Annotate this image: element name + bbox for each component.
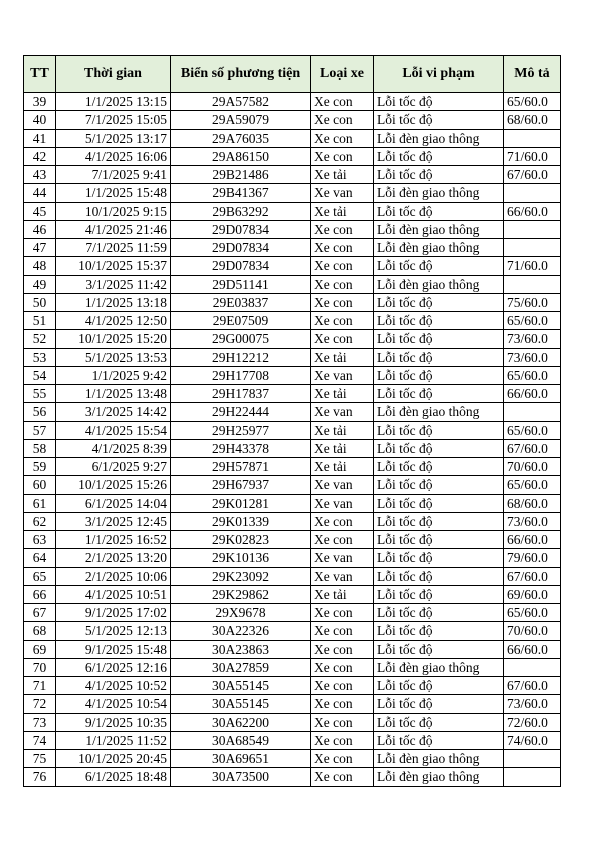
vehicle-type-cell: Xe con (311, 622, 374, 640)
license-plate-cell: 29E07509 (171, 312, 311, 330)
license-plate-cell: 29K01339 (171, 512, 311, 530)
violation-type-cell: Lỗi tốc độ (374, 366, 504, 384)
violation-type-cell: Lỗi tốc độ (374, 695, 504, 713)
violation-type-cell: Lỗi tốc độ (374, 677, 504, 695)
license-plate-cell: 29X9678 (171, 604, 311, 622)
license-plate-cell: 30A62200 (171, 713, 311, 731)
row-number-cell: 47 (24, 239, 56, 257)
vehicle-type-cell: Xe tải (311, 348, 374, 366)
violation-time-cell: 10/1/2025 20:45 (56, 750, 171, 768)
vehicle-type-cell: Xe van (311, 366, 374, 384)
vehicle-type-cell: Xe con (311, 677, 374, 695)
header-vehicle-type: Loại xe (311, 56, 374, 93)
description-cell (504, 658, 561, 676)
violation-time-cell: 6/1/2025 12:16 (56, 658, 171, 676)
table-row (24, 549, 561, 567)
table-row (24, 622, 561, 640)
license-plate-cell: 29A76035 (171, 129, 311, 147)
description-cell (504, 220, 561, 238)
violation-type-cell: Lỗi tốc độ (374, 293, 504, 311)
violation-type-cell: Lỗi tốc độ (374, 640, 504, 658)
row-number-cell: 70 (24, 658, 56, 676)
vehicle-type-cell: Xe con (311, 531, 374, 549)
table-row (24, 348, 561, 366)
violation-type-cell: Lỗi đèn giao thông (374, 275, 504, 293)
row-number-cell: 45 (24, 202, 56, 220)
license-plate-cell: 29E03837 (171, 293, 311, 311)
table-row (24, 658, 561, 676)
header-plate: Biển số phương tiện (171, 56, 311, 93)
violation-time-cell: 10/1/2025 9:15 (56, 202, 171, 220)
vehicle-type-cell: Xe con (311, 312, 374, 330)
row-number-cell: 48 (24, 257, 56, 275)
violation-time-cell: 6/1/2025 14:04 (56, 494, 171, 512)
license-plate-cell: 29H67937 (171, 476, 311, 494)
description-cell: 67/60.0 (504, 567, 561, 585)
violation-time-cell: 1/1/2025 15:48 (56, 184, 171, 202)
vehicle-type-cell: Xe con (311, 93, 374, 111)
violation-type-cell: Lỗi tốc độ (374, 567, 504, 585)
vehicle-type-cell: Xe van (311, 403, 374, 421)
description-cell: 73/60.0 (504, 512, 561, 530)
table-row (24, 385, 561, 403)
violation-type-cell: Lỗi tốc độ (374, 330, 504, 348)
row-number-cell: 40 (24, 111, 56, 129)
violation-time-cell: 7/1/2025 9:41 (56, 166, 171, 184)
violation-type-cell: Lỗi tốc độ (374, 111, 504, 129)
violation-type-cell: Lỗi tốc độ (374, 549, 504, 567)
license-plate-cell: 30A27859 (171, 658, 311, 676)
violation-time-cell: 6/1/2025 9:27 (56, 458, 171, 476)
description-cell: 66/60.0 (504, 385, 561, 403)
table-row (24, 403, 561, 421)
vehicle-type-cell: Xe tải (311, 202, 374, 220)
description-cell: 73/60.0 (504, 695, 561, 713)
violation-time-cell: 4/1/2025 10:51 (56, 585, 171, 603)
license-plate-cell: 30A22326 (171, 622, 311, 640)
violation-time-cell: 2/1/2025 13:20 (56, 549, 171, 567)
vehicle-type-cell: Xe tải (311, 585, 374, 603)
vehicle-type-cell: Xe con (311, 512, 374, 530)
violations-table (23, 55, 561, 787)
violation-time-cell: 10/1/2025 15:20 (56, 330, 171, 348)
description-cell: 69/60.0 (504, 585, 561, 603)
violation-type-cell: Lỗi tốc độ (374, 312, 504, 330)
row-number-cell: 56 (24, 403, 56, 421)
license-plate-cell: 29H57871 (171, 458, 311, 476)
row-number-cell: 42 (24, 147, 56, 165)
violation-time-cell: 7/1/2025 11:59 (56, 239, 171, 257)
description-cell (504, 184, 561, 202)
license-plate-cell: 29K10136 (171, 549, 311, 567)
vehicle-type-cell: Xe con (311, 731, 374, 749)
description-cell (504, 239, 561, 257)
violation-time-cell: 10/1/2025 15:37 (56, 257, 171, 275)
violation-type-cell: Lỗi tốc độ (374, 166, 504, 184)
table-row (24, 494, 561, 512)
violation-type-cell: Lỗi tốc độ (374, 531, 504, 549)
violation-type-cell: Lỗi đèn giao thông (374, 658, 504, 676)
violation-type-cell: Lỗi tốc độ (374, 622, 504, 640)
violation-time-cell: 1/1/2025 11:52 (56, 731, 171, 749)
description-cell (504, 129, 561, 147)
vehicle-type-cell: Xe con (311, 658, 374, 676)
violation-time-cell: 1/1/2025 13:48 (56, 385, 171, 403)
license-plate-cell: 30A73500 (171, 768, 311, 786)
row-number-cell: 71 (24, 677, 56, 695)
violation-type-cell: Lỗi tốc độ (374, 458, 504, 476)
vehicle-type-cell: Xe van (311, 476, 374, 494)
table-row (24, 111, 561, 129)
table-row (24, 677, 561, 695)
row-number-cell: 49 (24, 275, 56, 293)
row-number-cell: 63 (24, 531, 56, 549)
description-cell: 66/60.0 (504, 531, 561, 549)
vehicle-type-cell: Xe van (311, 567, 374, 585)
violation-time-cell: 4/1/2025 8:39 (56, 439, 171, 457)
row-number-cell: 68 (24, 622, 56, 640)
license-plate-cell: 29H43378 (171, 439, 311, 457)
table-row (24, 330, 561, 348)
description-cell: 67/60.0 (504, 677, 561, 695)
table-row (24, 293, 561, 311)
row-number-cell: 46 (24, 220, 56, 238)
row-number-cell: 41 (24, 129, 56, 147)
violation-type-cell: Lỗi tốc độ (374, 494, 504, 512)
violation-time-cell: 3/1/2025 12:45 (56, 512, 171, 530)
row-number-cell: 58 (24, 439, 56, 457)
violation-type-cell: Lỗi tốc độ (374, 147, 504, 165)
description-cell: 67/60.0 (504, 439, 561, 457)
row-number-cell: 44 (24, 184, 56, 202)
table-row (24, 366, 561, 384)
table-row (24, 640, 561, 658)
violation-type-cell: Lỗi đèn giao thông (374, 403, 504, 421)
violation-type-cell: Lỗi đèn giao thông (374, 768, 504, 786)
license-plate-cell: 30A55145 (171, 677, 311, 695)
row-number-cell: 69 (24, 640, 56, 658)
violation-type-cell: Lỗi tốc độ (374, 731, 504, 749)
description-cell: 65/60.0 (504, 312, 561, 330)
row-number-cell: 59 (24, 458, 56, 476)
violation-time-cell: 1/1/2025 13:15 (56, 93, 171, 111)
row-number-cell: 76 (24, 768, 56, 786)
violation-type-cell: Lỗi đèn giao thông (374, 220, 504, 238)
description-cell: 72/60.0 (504, 713, 561, 731)
table-row (24, 147, 561, 165)
violation-type-cell: Lỗi tốc độ (374, 439, 504, 457)
violation-type-cell: Lỗi tốc độ (374, 348, 504, 366)
violation-time-cell: 7/1/2025 15:05 (56, 111, 171, 129)
license-plate-cell: 29B41367 (171, 184, 311, 202)
violation-time-cell: 10/1/2025 15:26 (56, 476, 171, 494)
license-plate-cell: 29H22444 (171, 403, 311, 421)
description-cell: 66/60.0 (504, 640, 561, 658)
description-cell: 65/60.0 (504, 93, 561, 111)
description-cell (504, 750, 561, 768)
violation-type-cell: Lỗi tốc độ (374, 713, 504, 731)
violation-time-cell: 1/1/2025 9:42 (56, 366, 171, 384)
row-number-cell: 53 (24, 348, 56, 366)
row-number-cell: 65 (24, 567, 56, 585)
violation-time-cell: 3/1/2025 14:42 (56, 403, 171, 421)
vehicle-type-cell: Xe tải (311, 458, 374, 476)
license-plate-cell: 30A55145 (171, 695, 311, 713)
license-plate-cell: 29K02823 (171, 531, 311, 549)
violation-type-cell: Lỗi tốc độ (374, 604, 504, 622)
license-plate-cell: 30A69651 (171, 750, 311, 768)
violation-type-cell: Lỗi tốc độ (374, 585, 504, 603)
row-number-cell: 60 (24, 476, 56, 494)
table-row (24, 421, 561, 439)
description-cell: 67/60.0 (504, 166, 561, 184)
description-cell (504, 768, 561, 786)
vehicle-type-cell: Xe con (311, 640, 374, 658)
violation-type-cell: Lỗi đèn giao thông (374, 184, 504, 202)
row-number-cell: 54 (24, 366, 56, 384)
row-number-cell: 52 (24, 330, 56, 348)
row-number-cell: 51 (24, 312, 56, 330)
description-cell (504, 403, 561, 421)
description-cell: 65/60.0 (504, 421, 561, 439)
description-cell: 71/60.0 (504, 147, 561, 165)
violation-time-cell: 3/1/2025 11:42 (56, 275, 171, 293)
table-row (24, 512, 561, 530)
row-number-cell: 67 (24, 604, 56, 622)
violation-type-cell: Lỗi tốc độ (374, 385, 504, 403)
header-violation: Lỗi vi phạm (374, 56, 504, 93)
license-plate-cell: 29D51141 (171, 275, 311, 293)
header-time: Thời gian (56, 56, 171, 93)
violation-type-cell: Lỗi đèn giao thông (374, 750, 504, 768)
table-row (24, 239, 561, 257)
violation-type-cell: Lỗi tốc độ (374, 476, 504, 494)
description-cell: 65/60.0 (504, 604, 561, 622)
description-cell: 70/60.0 (504, 458, 561, 476)
vehicle-type-cell: Xe van (311, 549, 374, 567)
row-number-cell: 39 (24, 93, 56, 111)
description-cell: 65/60.0 (504, 476, 561, 494)
description-cell (504, 275, 561, 293)
vehicle-type-cell: Xe tải (311, 385, 374, 403)
table-row (24, 585, 561, 603)
vehicle-type-cell: Xe con (311, 220, 374, 238)
vehicle-type-cell: Xe con (311, 768, 374, 786)
violation-time-cell: 4/1/2025 15:54 (56, 421, 171, 439)
violation-time-cell: 1/1/2025 13:18 (56, 293, 171, 311)
violation-type-cell: Lỗi tốc độ (374, 421, 504, 439)
violation-type-cell: Lỗi đèn giao thông (374, 129, 504, 147)
vehicle-type-cell: Xe con (311, 695, 374, 713)
violation-time-cell: 2/1/2025 10:06 (56, 567, 171, 585)
violation-type-cell: Lỗi đèn giao thông (374, 239, 504, 257)
header-tt: TT (24, 56, 56, 93)
description-cell: 73/60.0 (504, 330, 561, 348)
table-row (24, 768, 561, 786)
table-row (24, 184, 561, 202)
row-number-cell: 43 (24, 166, 56, 184)
table-row (24, 439, 561, 457)
violation-time-cell: 9/1/2025 15:48 (56, 640, 171, 658)
license-plate-cell: 29H17708 (171, 366, 311, 384)
table-body (24, 93, 561, 787)
vehicle-type-cell: Xe con (311, 330, 374, 348)
vehicle-type-cell: Xe con (311, 129, 374, 147)
table-row (24, 695, 561, 713)
violation-time-cell: 4/1/2025 21:46 (56, 220, 171, 238)
description-cell: 66/60.0 (504, 202, 561, 220)
table-row (24, 531, 561, 549)
vehicle-type-cell: Xe van (311, 494, 374, 512)
violation-time-cell: 4/1/2025 16:06 (56, 147, 171, 165)
table-row (24, 731, 561, 749)
license-plate-cell: 29A86150 (171, 147, 311, 165)
table-row (24, 458, 561, 476)
license-plate-cell: 30A23863 (171, 640, 311, 658)
description-cell: 70/60.0 (504, 622, 561, 640)
header-description: Mô tả (504, 56, 561, 93)
row-number-cell: 66 (24, 585, 56, 603)
row-number-cell: 57 (24, 421, 56, 439)
description-cell: 74/60.0 (504, 731, 561, 749)
table-row (24, 476, 561, 494)
vehicle-type-cell: Xe con (311, 257, 374, 275)
row-number-cell: 74 (24, 731, 56, 749)
violation-type-cell: Lỗi tốc độ (374, 93, 504, 111)
license-plate-cell: 29H25977 (171, 421, 311, 439)
license-plate-cell: 29D07834 (171, 239, 311, 257)
table-row (24, 166, 561, 184)
table-row (24, 713, 561, 731)
vehicle-type-cell: Xe tải (311, 439, 374, 457)
description-cell: 71/60.0 (504, 257, 561, 275)
violation-time-cell: 4/1/2025 12:50 (56, 312, 171, 330)
violation-time-cell: 5/1/2025 13:53 (56, 348, 171, 366)
table-row (24, 202, 561, 220)
license-plate-cell: 29A57582 (171, 93, 311, 111)
table-row (24, 275, 561, 293)
header-row (24, 56, 561, 93)
row-number-cell: 72 (24, 695, 56, 713)
license-plate-cell: 29D07834 (171, 220, 311, 238)
description-cell: 75/60.0 (504, 293, 561, 311)
violation-time-cell: 1/1/2025 16:52 (56, 531, 171, 549)
row-number-cell: 73 (24, 713, 56, 731)
violation-time-cell: 5/1/2025 12:13 (56, 622, 171, 640)
vehicle-type-cell: Xe con (311, 293, 374, 311)
row-number-cell: 55 (24, 385, 56, 403)
violation-type-cell: Lỗi tốc độ (374, 202, 504, 220)
row-number-cell: 75 (24, 750, 56, 768)
license-plate-cell: 29D07834 (171, 257, 311, 275)
description-cell: 73/60.0 (504, 348, 561, 366)
row-number-cell: 64 (24, 549, 56, 567)
license-plate-cell: 29H12212 (171, 348, 311, 366)
violation-time-cell: 9/1/2025 10:35 (56, 713, 171, 731)
vehicle-type-cell: Xe con (311, 111, 374, 129)
license-plate-cell: 29B63292 (171, 202, 311, 220)
violation-type-cell: Lỗi tốc độ (374, 257, 504, 275)
license-plate-cell: 29K23092 (171, 567, 311, 585)
table-row (24, 93, 561, 111)
vehicle-type-cell: Xe tải (311, 421, 374, 439)
table-row (24, 312, 561, 330)
description-cell: 68/60.0 (504, 494, 561, 512)
license-plate-cell: 29G00075 (171, 330, 311, 348)
vehicle-type-cell: Xe con (311, 713, 374, 731)
violation-time-cell: 4/1/2025 10:54 (56, 695, 171, 713)
vehicle-type-cell: Xe con (311, 750, 374, 768)
table-row (24, 750, 561, 768)
table-row (24, 220, 561, 238)
license-plate-cell: 29H17837 (171, 385, 311, 403)
row-number-cell: 62 (24, 512, 56, 530)
vehicle-type-cell: Xe van (311, 184, 374, 202)
description-cell: 79/60.0 (504, 549, 561, 567)
violation-time-cell: 5/1/2025 13:17 (56, 129, 171, 147)
violation-type-cell: Lỗi tốc độ (374, 512, 504, 530)
violation-time-cell: 4/1/2025 10:52 (56, 677, 171, 695)
license-plate-cell: 29K29862 (171, 585, 311, 603)
table-row (24, 129, 561, 147)
license-plate-cell: 29K01281 (171, 494, 311, 512)
vehicle-type-cell: Xe con (311, 147, 374, 165)
table-row (24, 604, 561, 622)
license-plate-cell: 29A59079 (171, 111, 311, 129)
row-number-cell: 61 (24, 494, 56, 512)
violation-time-cell: 9/1/2025 17:02 (56, 604, 171, 622)
vehicle-type-cell: Xe con (311, 604, 374, 622)
table-row (24, 567, 561, 585)
description-cell: 65/60.0 (504, 366, 561, 384)
vehicle-type-cell: Xe tải (311, 166, 374, 184)
table-row (24, 257, 561, 275)
description-cell: 68/60.0 (504, 111, 561, 129)
vehicle-type-cell: Xe con (311, 275, 374, 293)
license-plate-cell: 30A68549 (171, 731, 311, 749)
row-number-cell: 50 (24, 293, 56, 311)
license-plate-cell: 29B21486 (171, 166, 311, 184)
vehicle-type-cell: Xe con (311, 239, 374, 257)
violation-time-cell: 6/1/2025 18:48 (56, 768, 171, 786)
